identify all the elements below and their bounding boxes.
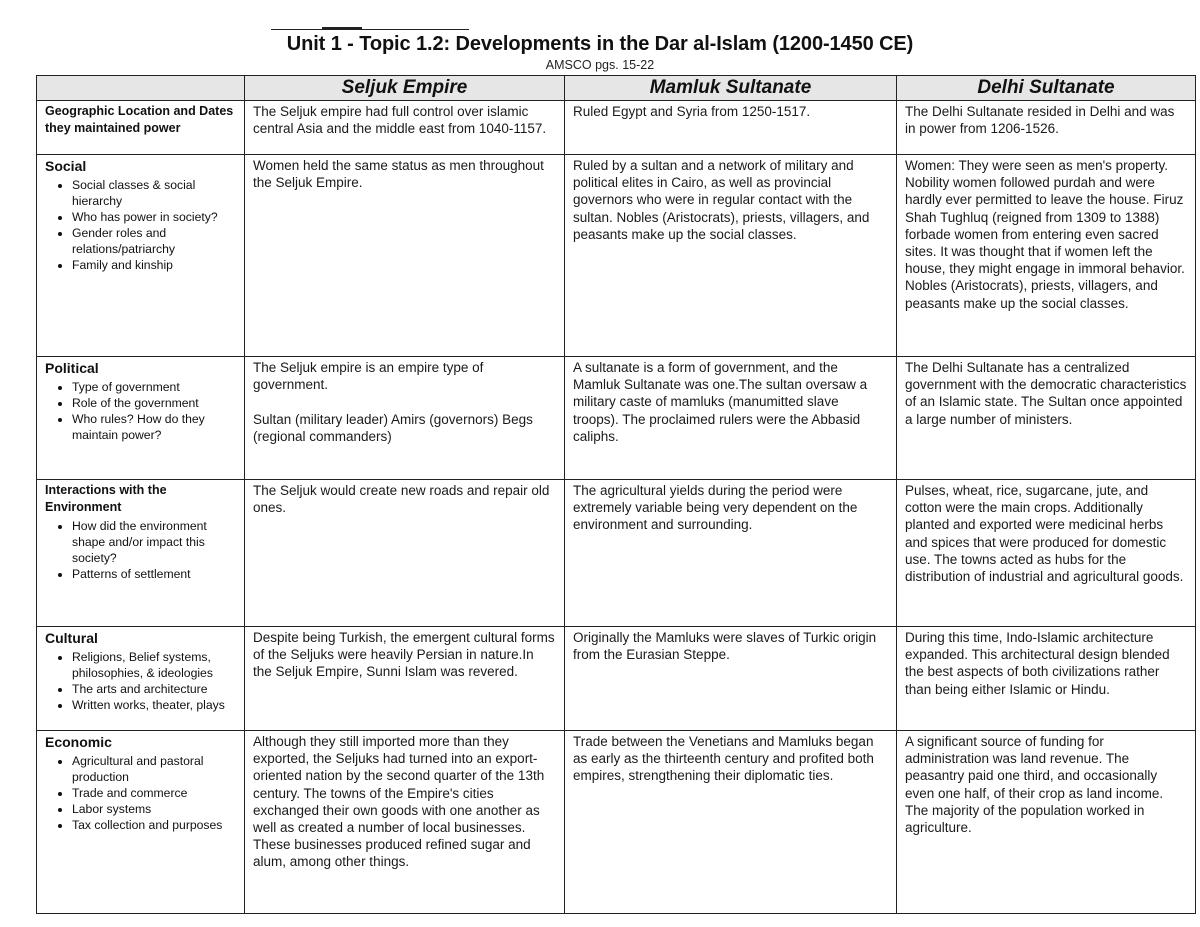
table-cell [565,731,897,914]
bullet-item: • Agricultural and pastoral production [72,753,236,785]
row-geographic [37,101,1196,155]
bullet-item: • Written works, theater, plays [72,697,236,713]
table-cell [897,155,1196,357]
cell-text-mamluk: Ruled by a sultan and a network of military and political elites in Cairo, as well as provincial governors who were in regular contact with the sultan. Nobles (Aristocrats), priests, villagers, and peasants make up the social classes. [573,158,870,242]
cell-text-delhi: A significant source of funding for administration was land revenue. The peasantry paid one third, and occasionally even one half, of their crop as land income. The majority of the population worked in agriculture. [905,734,1164,836]
row-economic [37,731,1196,914]
bullet-item: • Gender roles and relations/patriarchy [72,225,236,257]
table-cell [897,357,1196,480]
cell-text-seljuk: The Seljuk empire had full control over islamic central Asia and the middle east from 1040-1157. [253,104,547,137]
cell-text-seljuk: Women held the same status as men throughout the Seljuk Empire. [253,158,544,191]
table-cell [897,731,1196,914]
category-bullets [45,753,236,833]
cell-text-seljuk: Although they still imported more than they exported, the Seljuks had turned into an export-oriented nation by the second quarter of the 13th century. The towns of the Empire's cities exchanged their own goods with one another as well as created a number of local businesses. These businesses produced refined sugar and alum, among other things. [253,734,545,870]
bullet-item: • How did the environment shape and/or impact this society? [72,518,236,566]
table-cell [565,480,897,627]
bullet-item: • Role of the government [72,395,236,411]
row-political [37,357,1196,480]
category-cell-economic [37,731,245,914]
category-title: Economic [45,734,112,750]
category-title: Geographic Location and Dates they maintained power [45,104,234,135]
cell-text-mamluk: The agricultural yields during the period were extremely variable being very dependent on the environment and surrounding. [573,483,858,533]
header-blank-cell [37,76,245,101]
cell-text-mamluk: Originally the Mamluks were slaves of Turkic origin from the Eurasian Steppe. [573,630,877,663]
bullet-item: • Labor systems [72,801,236,817]
cell-text-mamluk: Trade between the Venetians and Mamluks began as early as the thirteenth century and profited both empires, strengthening their diplomatic ties. [573,734,874,784]
category-title: Cultural [45,630,98,646]
cell-text-delhi: Women: They were seen as men's property. Nobility women followed purdah and were hardly ever permitted to leave the house. Firuz Shah Tughluq (reigned from 1309 to 1388) forbade women from entering even sacred sites. It was thought that if women left the house, they might engage in immoral behavior. Nobles (Aristocrats), priests, villagers, and peasants make up the social classes. [905,158,1185,311]
bullet-item: • Social classes & social hierarchy [72,177,236,209]
bullet-item: • Who has power in society? [72,209,236,225]
cell-text-seljuk: Despite being Turkish, the emergent cultural forms of the Seljuks were heavily Persian in nature.In the Seljuk Empire, Sunni Islam was revered. [253,630,555,680]
bullet-item: • Family and kinship [72,257,236,273]
page-subtitle: AMSCO pgs. 15-22 [545,58,655,72]
header-mamluk-sultanate: Mamluk Sultanate [565,76,897,101]
header-rule [271,29,469,30]
row-environment [37,480,1196,627]
category-cell-social [37,155,245,357]
cell-text-delhi: The Delhi Sultanate resided in Delhi and was in power from 1206-1526. [905,104,1175,137]
category-title: Social [45,158,87,174]
category-bullets [45,649,236,713]
cell-text-seljuk: The Seljuk empire is an empire type of government. Sultan (military leader) Amirs (governors) Begs (regional commanders) [253,360,533,444]
page-title: Unit 1 - Topic 1.2: Developments in the Dar al-Islam (1200-1450 CE) [286,33,914,55]
table-cell [245,357,565,480]
category-bullets [45,518,236,582]
table-cell [245,480,565,627]
header-seljuk-empire: Seljuk Empire [245,76,565,101]
category-bullets [45,177,236,273]
header-delhi-sultanate: Delhi Sultanate [897,76,1196,101]
table-cell [245,101,565,155]
category-cell-cultural [37,627,245,731]
comparison-table [36,75,1196,914]
cell-text-delhi: Pulses, wheat, rice, sugarcane, jute, and cotton were the main crops. Additionally planted and exported were medicinal herbs and spices that were produced for domestic use. The towns acted as hubs for the distribution of industrial and agricultural goods. [905,483,1184,585]
table-cell [245,731,565,914]
table-cell [897,627,1196,731]
bullet-item: • Who rules? How do they maintain power? [72,411,236,443]
cell-text-seljuk: The Seljuk would create new roads and repair old ones. [253,483,550,516]
bullet-item: • Religions, Belief systems, philosophies, & ideologies [72,649,236,681]
bullet-item: • Type of government [72,379,236,395]
table-cell [897,480,1196,627]
cell-text-delhi: The Delhi Sultanate has a centralized government with the democratic characteristics of an Islamic state. The Sultan once appointed a large number of ministers. [905,360,1187,427]
category-title: Political [45,360,99,376]
cell-text-mamluk: A sultanate is a form of government, and the Mamluk Sultanate was one.The sultan oversaw a military caste of mamluks (manumitted slave troops). The proclaimed rulers were the Abbasid caliphs. [573,360,868,444]
table-cell [565,101,897,155]
table-cell [897,101,1196,155]
cell-text-mamluk: Ruled Egypt and Syria from 1250-1517. [573,104,811,119]
table-cell [565,627,897,731]
row-social [37,155,1196,357]
category-cell-geographic [37,101,245,155]
table-cell [245,155,565,357]
row-cultural [37,627,1196,731]
bullet-item: • Tax collection and purposes [72,817,236,833]
bullet-item: • Trade and commerce [72,785,236,801]
cell-text-delhi: During this time, Indo-Islamic architecture expanded. This architectural design blended the best aspects of both civilizations rather than being either Islamic or Hindu. [905,630,1170,697]
category-title: Interactions with the Environment [45,483,167,514]
table-cell [565,155,897,357]
category-bullets [45,379,236,443]
category-cell-environment [37,480,245,627]
table-cell [565,357,897,480]
bullet-item: • Patterns of settlement [72,566,236,582]
table-cell [245,627,565,731]
category-cell-political [37,357,245,480]
header-row [37,76,1196,101]
bullet-item: • The arts and architecture [72,681,236,697]
